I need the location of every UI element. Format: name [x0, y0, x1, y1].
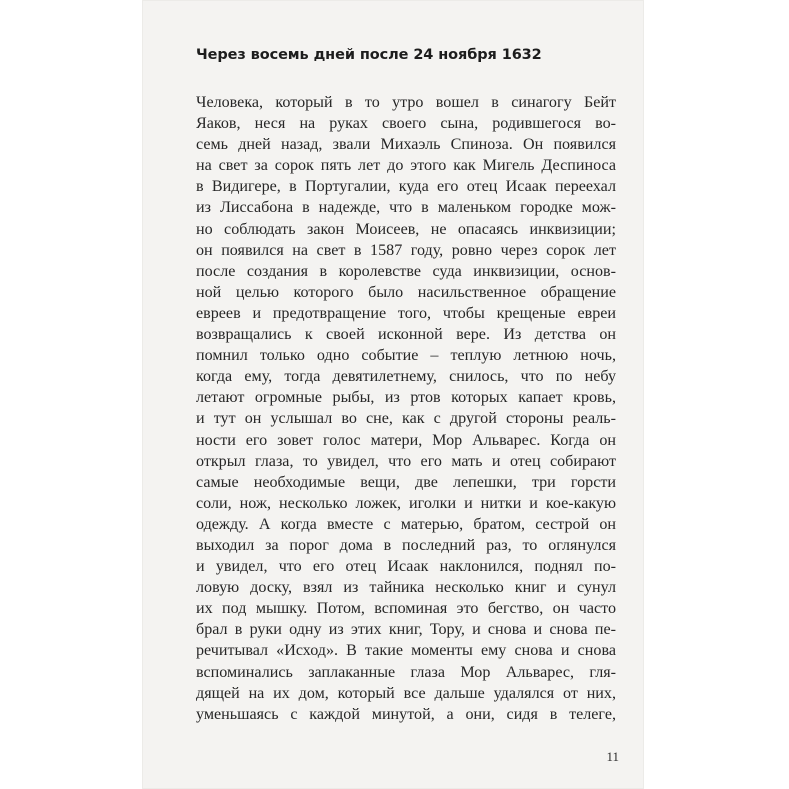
- section-heading: Через восемь дней после 24 ноября 1632: [196, 47, 542, 63]
- text-line: дящей на их дом, который все дальше удалялся от них,: [196, 684, 616, 702]
- text-line: когда ему, тогда девятилетнему, снилось, что по небу: [196, 368, 616, 386]
- text-line: самые необходимые вещи, две лепешки, три горсти: [196, 473, 616, 491]
- text-line: семь дней назад, звали Михаэль Спиноза. Он появился: [196, 136, 616, 154]
- page-number: 11: [606, 749, 619, 764]
- text-line: летают огромные рыбы, из ртов которых капает кровь,: [196, 389, 616, 407]
- text-line: возвращались к своей исконной вере. Из детства он: [196, 326, 616, 344]
- text-line: в Видигере, в Португалии, куда его отец Исаак переехал: [196, 178, 616, 196]
- text-line: уменьшаясь с каждой минутой, а они, сидя в телеге,: [196, 705, 616, 723]
- text-line: соли, нож, несколько ложек, иголки и нитки и кое-какую: [196, 494, 616, 512]
- text-line: помнил только одно событие – теплую летнюю ночь,: [196, 347, 616, 365]
- text-line: и тут он услышал во сне, как с другой стороны реаль-: [196, 410, 616, 428]
- text-line: речитывал «Исход». В такие моменты ему снова и снова: [196, 642, 616, 660]
- text-line: их под мышку. Потом, вспоминая это бегство, он часто: [196, 600, 616, 618]
- text-line: брал в руки одну из этих книг, Тору, и снова и снова пе-: [196, 621, 616, 639]
- text-line: ной целью которого было насильственное обращение: [196, 283, 616, 301]
- text-line: на свет за сорок пять лет до этого как Мигель Деспиноса: [196, 157, 616, 175]
- text-line: после создания в королевстве суда инквизиции, основ-: [196, 262, 616, 280]
- text-line: вспоминались заплаканные глаза Мор Альварес, гля-: [196, 663, 616, 681]
- text-line: ности его зовет голос матери, Мор Альварес. Когда он: [196, 431, 616, 449]
- text-line: он появился на свет в 1587 году, ровно через сорок лет: [196, 241, 616, 259]
- text-line: Человека, который в то утро вошел в синагогу Бейт: [196, 94, 616, 111]
- text-line: ловую доску, взял из тайника несколько книг и сунул: [196, 579, 616, 597]
- text-line: открыл глаза, то увидел, что его мать и отец собирают: [196, 452, 616, 470]
- text-line: из Лиссабона в надежде, что в маленьком городке мож-: [196, 199, 616, 217]
- book-page: [142, 0, 644, 789]
- text-line: евреев и предотвращение того, чтобы крещеные евреи: [196, 304, 616, 322]
- text-line: но соблюдать закон Моисеев, не опасаясь инквизиции;: [196, 220, 616, 238]
- text-line: одежду. А когда вместе с матерью, братом, сестрой он: [196, 515, 616, 533]
- text-line: и увидел, что его отец Исаак наклонился, поднял по-: [196, 558, 616, 576]
- text-line: Яаков, неся на руках своего сына, родившегося во-: [196, 115, 616, 133]
- text-line: выходил за порог дома в последний раз, то оглянулся: [196, 536, 616, 554]
- body-text: [196, 92, 616, 725]
